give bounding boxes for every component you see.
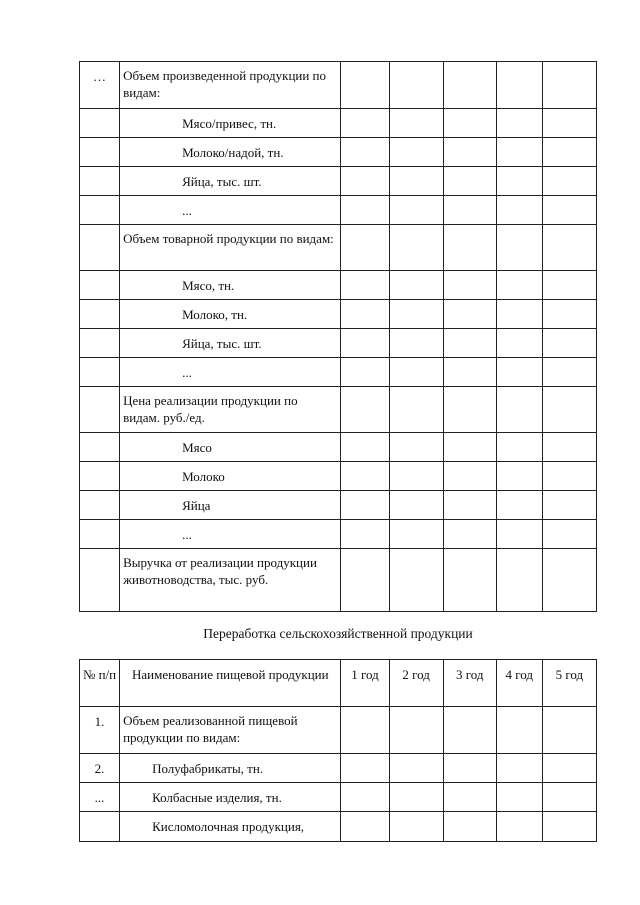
year-1-cell[interactable] <box>341 196 389 225</box>
year-3-cell[interactable] <box>443 62 496 109</box>
year-1-cell[interactable] <box>341 783 389 812</box>
header-year-5: 5 год <box>542 660 596 707</box>
row-label: Полуфабрикаты, тн. <box>120 754 341 783</box>
year-2-cell[interactable] <box>389 707 443 754</box>
year-1-cell[interactable] <box>341 109 389 138</box>
year-3-cell[interactable] <box>443 707 496 754</box>
row-number <box>80 225 120 271</box>
year-4-cell[interactable] <box>496 462 542 491</box>
row-label: Объем реализованной пищевой продукции по видам: <box>120 707 341 754</box>
year-4-cell[interactable] <box>496 271 542 300</box>
year-4-cell[interactable] <box>496 225 542 271</box>
row-label: Цена реализации продукции по видам. руб./ед. <box>120 387 341 433</box>
row-label: Колбасные изделия, тн. <box>120 783 341 812</box>
table-row <box>80 520 597 549</box>
year-1-cell[interactable] <box>341 167 389 196</box>
table-row <box>80 62 597 109</box>
year-5-cell[interactable] <box>542 462 596 491</box>
year-4-cell[interactable] <box>496 433 542 462</box>
year-3-cell[interactable] <box>443 271 496 300</box>
year-1-cell[interactable] <box>341 433 389 462</box>
row-number: 1. <box>80 707 120 754</box>
table-row <box>80 300 597 329</box>
row-number <box>80 109 120 138</box>
year-1-cell[interactable] <box>341 491 389 520</box>
header-num: № п/п <box>80 660 120 707</box>
year-5-cell[interactable] <box>542 491 596 520</box>
year-3-cell[interactable] <box>443 225 496 271</box>
year-3-cell[interactable] <box>443 783 496 812</box>
year-2-cell[interactable] <box>389 138 443 167</box>
table-row <box>80 167 597 196</box>
livestock-table <box>79 61 597 612</box>
row-label: ... <box>120 358 341 387</box>
row-label: Молоко, тн. <box>120 300 341 329</box>
year-1-cell[interactable] <box>341 329 389 358</box>
year-3-cell[interactable] <box>443 387 496 433</box>
year-4-cell[interactable] <box>496 329 542 358</box>
header-year-3: 3 год <box>443 660 496 707</box>
row-number: 2. <box>80 754 120 783</box>
table-row <box>80 549 597 612</box>
year-2-cell[interactable] <box>389 109 443 138</box>
year-5-cell[interactable] <box>542 358 596 387</box>
year-4-cell[interactable] <box>496 167 542 196</box>
row-label: Молоко <box>120 462 341 491</box>
row-number <box>80 549 120 612</box>
year-5-cell[interactable] <box>542 783 596 812</box>
row-number <box>80 433 120 462</box>
table-row <box>80 491 597 520</box>
year-3-cell[interactable] <box>443 300 496 329</box>
year-3-cell[interactable] <box>443 520 496 549</box>
year-4-cell[interactable] <box>496 358 542 387</box>
year-4-cell[interactable] <box>496 196 542 225</box>
row-label: Мясо, тн. <box>120 271 341 300</box>
year-1-cell[interactable] <box>341 707 389 754</box>
table-row <box>80 271 597 300</box>
year-2-cell[interactable] <box>389 491 443 520</box>
year-5-cell[interactable] <box>542 109 596 138</box>
year-2-cell[interactable] <box>389 329 443 358</box>
year-4-cell[interactable] <box>496 109 542 138</box>
row-label: Яйца, тыс. шт. <box>120 329 341 358</box>
year-5-cell[interactable] <box>542 387 596 433</box>
table-row <box>80 754 597 783</box>
year-1-cell[interactable] <box>341 812 389 842</box>
row-label: ... <box>120 196 341 225</box>
row-label: Объем произведенной продукции по видам: <box>120 62 341 109</box>
year-4-cell[interactable] <box>496 812 542 842</box>
row-number <box>80 462 120 491</box>
table-row <box>80 387 597 433</box>
year-5-cell[interactable] <box>542 138 596 167</box>
year-2-cell[interactable] <box>389 520 443 549</box>
year-5-cell[interactable] <box>542 754 596 783</box>
year-3-cell[interactable] <box>443 812 496 842</box>
row-label: Мясо/привес, тн. <box>120 109 341 138</box>
year-2-cell[interactable] <box>389 549 443 612</box>
year-4-cell[interactable] <box>496 387 542 433</box>
year-5-cell[interactable] <box>542 167 596 196</box>
row-number <box>80 300 120 329</box>
year-1-cell[interactable] <box>341 300 389 329</box>
year-2-cell[interactable] <box>389 783 443 812</box>
row-label: Выручка от реализации продукции животноводства, тыс. руб. <box>120 549 341 612</box>
row-number <box>80 358 120 387</box>
year-3-cell[interactable] <box>443 549 496 612</box>
year-2-cell[interactable] <box>389 62 443 109</box>
row-number <box>80 520 120 549</box>
year-4-cell[interactable] <box>496 491 542 520</box>
year-5-cell[interactable] <box>542 433 596 462</box>
year-3-cell[interactable] <box>443 462 496 491</box>
year-2-cell[interactable] <box>389 812 443 842</box>
year-3-cell[interactable] <box>443 358 496 387</box>
year-4-cell[interactable] <box>496 520 542 549</box>
row-label: ... <box>120 520 341 549</box>
year-3-cell[interactable] <box>443 109 496 138</box>
year-4-cell[interactable] <box>496 783 542 812</box>
header-name: Наименование пищевой продукции <box>120 660 341 707</box>
row-number: ... <box>80 783 120 812</box>
section-caption: Переработка сельскохозяйственной продукции <box>203 626 473 641</box>
row-label: Молоко/надой, тн. <box>120 138 341 167</box>
year-1-cell[interactable] <box>341 358 389 387</box>
table-row <box>80 109 597 138</box>
year-5-cell[interactable] <box>542 520 596 549</box>
year-2-cell[interactable] <box>389 433 443 462</box>
year-5-cell[interactable] <box>542 549 596 612</box>
year-1-cell[interactable] <box>341 754 389 783</box>
year-1-cell[interactable] <box>341 549 389 612</box>
year-4-cell[interactable] <box>496 138 542 167</box>
year-2-cell[interactable] <box>389 300 443 329</box>
row-label: Мясо <box>120 433 341 462</box>
year-2-cell[interactable] <box>389 167 443 196</box>
row-number <box>80 271 120 300</box>
year-3-cell[interactable] <box>443 329 496 358</box>
year-5-cell[interactable] <box>542 271 596 300</box>
row-number <box>80 329 120 358</box>
row-label: Кисломолочная продукция, <box>120 812 341 842</box>
table-row <box>80 358 597 387</box>
table-row <box>80 812 597 842</box>
year-5-cell[interactable] <box>542 300 596 329</box>
row-number <box>80 196 120 225</box>
year-3-cell[interactable] <box>443 196 496 225</box>
row-label: Яйца <box>120 491 341 520</box>
row-number <box>80 491 120 520</box>
year-1-cell[interactable] <box>341 62 389 109</box>
processing-table <box>79 659 597 842</box>
year-4-cell[interactable] <box>496 62 542 109</box>
row-number <box>80 812 120 842</box>
table-row <box>80 707 597 754</box>
year-1-cell[interactable] <box>341 387 389 433</box>
year-2-cell[interactable] <box>389 225 443 271</box>
table-row <box>80 433 597 462</box>
year-5-cell[interactable] <box>542 707 596 754</box>
row-label: Объем товарной продукции по видам: <box>120 225 341 271</box>
year-5-cell[interactable] <box>542 225 596 271</box>
row-number <box>80 167 120 196</box>
year-1-cell[interactable] <box>341 138 389 167</box>
year-2-cell[interactable] <box>389 271 443 300</box>
year-4-cell[interactable] <box>496 754 542 783</box>
table-row <box>80 783 597 812</box>
table-row <box>80 196 597 225</box>
year-3-cell[interactable] <box>443 491 496 520</box>
header-year-4: 4 год <box>496 660 542 707</box>
year-1-cell[interactable] <box>341 225 389 271</box>
row-number: … <box>80 62 120 109</box>
year-3-cell[interactable] <box>443 138 496 167</box>
header-year-1: 1 год <box>341 660 389 707</box>
table-header-row <box>80 660 597 707</box>
year-4-cell[interactable] <box>496 707 542 754</box>
row-number <box>80 387 120 433</box>
year-3-cell[interactable] <box>443 754 496 783</box>
year-2-cell[interactable] <box>389 754 443 783</box>
year-2-cell[interactable] <box>389 358 443 387</box>
year-2-cell[interactable] <box>389 196 443 225</box>
year-4-cell[interactable] <box>496 300 542 329</box>
row-label: Яйца, тыс. шт. <box>120 167 341 196</box>
year-2-cell[interactable] <box>389 387 443 433</box>
year-5-cell[interactable] <box>542 62 596 109</box>
year-1-cell[interactable] <box>341 520 389 549</box>
table-row <box>80 462 597 491</box>
year-5-cell[interactable] <box>542 812 596 842</box>
table-row <box>80 329 597 358</box>
row-number <box>80 138 120 167</box>
year-1-cell[interactable] <box>341 462 389 491</box>
year-1-cell[interactable] <box>341 271 389 300</box>
table-row <box>80 138 597 167</box>
year-4-cell[interactable] <box>496 549 542 612</box>
table-row <box>80 225 597 271</box>
year-5-cell[interactable] <box>542 196 596 225</box>
year-3-cell[interactable] <box>443 167 496 196</box>
header-year-2: 2 год <box>389 660 443 707</box>
year-2-cell[interactable] <box>389 462 443 491</box>
year-3-cell[interactable] <box>443 433 496 462</box>
year-5-cell[interactable] <box>542 329 596 358</box>
